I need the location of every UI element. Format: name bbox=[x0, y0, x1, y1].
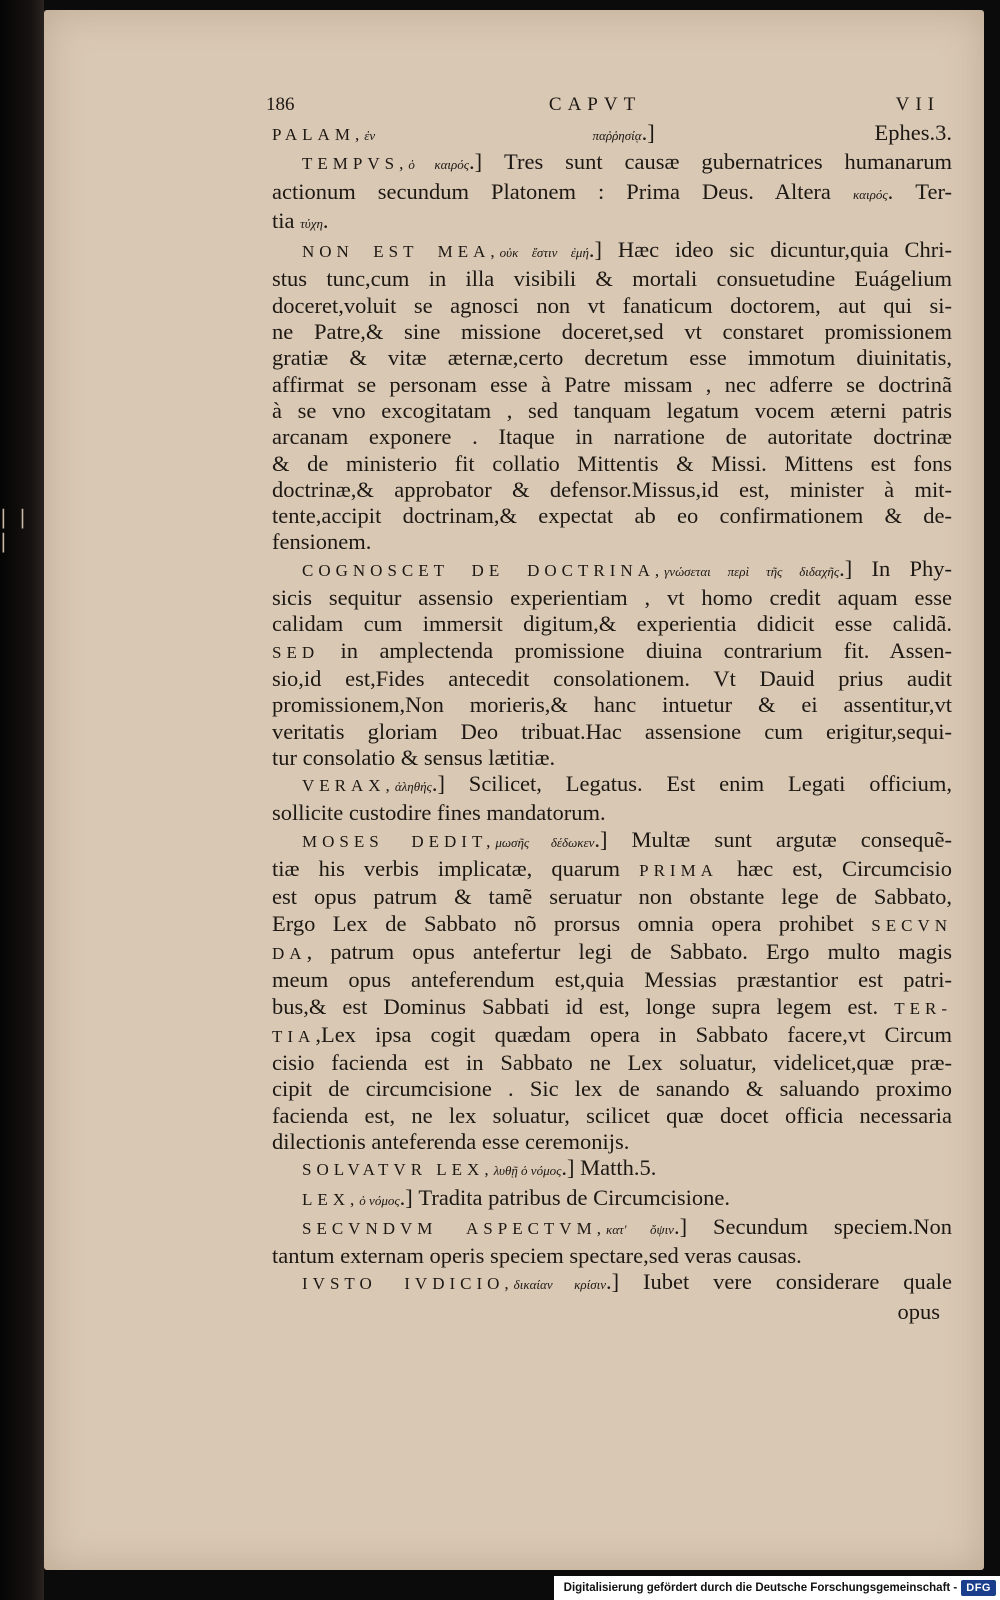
greek-gloss: λυθῇ ὁ νόμος bbox=[493, 1163, 562, 1179]
text-line bbox=[272, 692, 952, 718]
text-line bbox=[272, 529, 952, 555]
text-run: .] Tradita patribus de Circumcisione. bbox=[399, 1184, 730, 1210]
greek-gloss: δικαίαν κρίσιν bbox=[513, 1277, 606, 1293]
text-run: ne Patre,& sine missione doceret,sed vt constaret promissionem bbox=[272, 319, 952, 345]
greek-gloss: γνώσεται περὶ τῆς διδαχῆς bbox=[664, 563, 840, 579]
text-line bbox=[272, 179, 952, 208]
text-run: .] Multæ sunt argutæ consequẽ- bbox=[594, 826, 952, 852]
text-line bbox=[272, 1103, 952, 1129]
text-line bbox=[272, 994, 952, 1022]
text-run: .] Ephes.3. bbox=[641, 120, 952, 145]
text-line bbox=[272, 719, 952, 745]
text-run: tia bbox=[272, 207, 301, 233]
text-line bbox=[272, 1243, 952, 1269]
text-line bbox=[272, 345, 952, 371]
text-run: fensionem. bbox=[272, 529, 372, 555]
text-run: . bbox=[322, 207, 329, 233]
page-text bbox=[266, 92, 953, 1325]
running-title: CAPVT bbox=[548, 94, 642, 115]
greek-gloss: καιρός bbox=[852, 186, 888, 202]
greek-gloss: ὁ καιρός bbox=[408, 157, 470, 173]
text-run: tente,accipit doctrinam,& expectat ab eo confirmationem & de- bbox=[272, 503, 952, 529]
text-run: .] Iubet vere considerare quale bbox=[606, 1269, 953, 1295]
lemma: TER- bbox=[894, 998, 952, 1018]
lemma: VERAX, bbox=[302, 776, 395, 796]
lemma: SECVN bbox=[871, 915, 952, 935]
text-line bbox=[272, 1050, 952, 1076]
text-run: .] In Phy- bbox=[839, 555, 953, 581]
text-run: . Ter- bbox=[887, 178, 952, 204]
text-line bbox=[272, 1269, 952, 1298]
text-run: .] Scilicet, Legatus. Est enim Legati officium, bbox=[431, 771, 952, 797]
lemma: LEX, bbox=[302, 1189, 360, 1209]
text-line bbox=[272, 884, 952, 910]
text-line bbox=[272, 398, 952, 424]
greek-gloss: οὐκ ἔστιν ἐμή bbox=[499, 245, 589, 261]
text-run: ,Lex ipsa cogit quædam opera in Sabbato facere,vt Circum bbox=[315, 1021, 952, 1047]
lemma: IVSTO IVDICIO, bbox=[302, 1274, 514, 1294]
lemma: MOSES DEDIT, bbox=[302, 831, 496, 851]
text-line bbox=[272, 1022, 952, 1050]
lemma: PALAM, bbox=[272, 125, 365, 144]
text-run: in amplectenda promissione diuina contrarium fit. Assen- bbox=[319, 637, 952, 663]
text-line bbox=[272, 1185, 952, 1214]
text-run: Ergo Lex de Sabbato nõ prorsus omnia opera prohibet bbox=[272, 910, 872, 936]
text-run: stus tunc,cum in illa visibili & mortali consuetudine Euágelium bbox=[272, 266, 952, 292]
text-run: à se vno excogitatam , sed tanquam legatum vocem æterni patris bbox=[272, 397, 952, 423]
text-run: , patrum opus antefertur legi de Sabbato. Ergo multo magis bbox=[306, 938, 952, 964]
text-run: actionum secundum Platonem : Prima Deus. Altera bbox=[272, 178, 853, 204]
text-line bbox=[272, 666, 952, 692]
text-line bbox=[272, 237, 952, 266]
text-line bbox=[272, 1129, 952, 1155]
text-line bbox=[272, 800, 952, 826]
text-line bbox=[272, 638, 952, 666]
greek-gloss: ἀληθής bbox=[394, 779, 432, 795]
text-line bbox=[272, 372, 952, 398]
text-line bbox=[272, 477, 952, 503]
text-run: cipit de circumcisione . Sic lex de sanando & saluando proximo bbox=[272, 1076, 952, 1102]
text-run: hæc est, Circumcisio bbox=[717, 856, 952, 882]
text-line bbox=[272, 1155, 952, 1184]
lemma: SECVNDVM ASPECTVM, bbox=[302, 1218, 606, 1238]
text-line bbox=[272, 827, 952, 856]
text-line bbox=[272, 319, 952, 345]
text-run: gratiæ & vitæ æternæ,certo decretum esse immotum diuinitatis, bbox=[272, 345, 952, 371]
text-line bbox=[272, 293, 952, 319]
greek-gloss: τύχη bbox=[300, 215, 323, 231]
lemma: SOLVATVR LEX, bbox=[302, 1160, 494, 1180]
text-run: meum opus anteferendum est,quia Messias præstantior est patri- bbox=[272, 967, 952, 993]
text-line bbox=[272, 745, 952, 771]
text-run: sollicite custodire fines mandatorum. bbox=[272, 800, 606, 826]
text-run: dilectionis anteferenda esse ceremonijs. bbox=[272, 1128, 630, 1154]
text-line bbox=[272, 149, 952, 178]
book-spine bbox=[0, 0, 44, 1600]
text-run: calidam cum immersit digitum,& experientia didicit esse calidã. bbox=[272, 611, 952, 637]
text-run: veritatis gloriam Deo tribuat.Hac assensione cum erigitur,sequi- bbox=[272, 718, 952, 744]
text-run: bus,& est Dominus Sabbati id est, longe supra legem est. bbox=[272, 993, 895, 1019]
spine-marks: | | | bbox=[0, 505, 29, 553]
text-line bbox=[272, 585, 952, 611]
text-line bbox=[272, 967, 952, 993]
text-line bbox=[272, 1076, 952, 1102]
text-run: doctrinæ,& approbator & defensor.Missus,id est, minister à mit- bbox=[272, 476, 952, 502]
lemma: NON EST MEA, bbox=[302, 242, 500, 262]
running-header bbox=[266, 92, 940, 118]
text-run: .] Hæc ideo sic dicuntur,quia Chri- bbox=[588, 237, 952, 263]
page-number: 186 bbox=[266, 94, 295, 115]
greek-gloss: ὁ νόμος bbox=[359, 1192, 400, 1208]
text-run: .] Tres sunt causæ gubernatrices humanarum bbox=[469, 149, 952, 175]
greek-gloss: μωσῆς δέδωκεν bbox=[495, 834, 595, 850]
text-line bbox=[272, 911, 952, 939]
text-line bbox=[272, 611, 952, 637]
text-line bbox=[272, 266, 952, 292]
funding-note: Digitalisierung gefördert durch die Deutsche Forschungsgemeinschaft - bbox=[563, 1582, 958, 1594]
text-run: est opus patrum & tamẽ seruatur non obstante lege de Sabbato, bbox=[272, 884, 952, 910]
text-body bbox=[272, 120, 952, 1299]
text-line bbox=[272, 208, 952, 237]
lemma: COGNOSCET DE DOCTRINA, bbox=[302, 560, 665, 580]
text-run: tantum externam operis speciem spectare,sed veras causas. bbox=[272, 1243, 802, 1269]
lemma: TIA bbox=[272, 1026, 316, 1046]
text-line bbox=[272, 856, 952, 884]
text-run: & de ministerio fit collatio Mittentis & Missi. Mittens est fons bbox=[272, 450, 952, 476]
text-run: tiæ his verbis implicatæ, quarum bbox=[272, 856, 640, 882]
text-run: sicis sequitur assensio experientiam , vt homo credit aquam esse bbox=[272, 585, 952, 611]
text-run: facienda est, ne lex soluatur, scilicet quæ docet officia necessaria bbox=[272, 1102, 952, 1128]
text-run: affirmat se personam esse à Patre missam , nec adferre se doctrinã bbox=[272, 371, 952, 397]
text-line bbox=[272, 771, 952, 800]
text-run: promissionem,Non morieris,& hanc intuetur & ei assentitur,vt bbox=[272, 692, 952, 718]
greek-gloss: ἐν παῤῥησίᾳ bbox=[364, 128, 642, 143]
dfg-logo: DFG bbox=[961, 1580, 996, 1596]
text-line bbox=[272, 503, 952, 529]
text-run: .] Secundum speciem.Non bbox=[673, 1213, 952, 1239]
text-line bbox=[272, 556, 952, 585]
text-run: cisio facienda est in Sabbato ne Lex soluatur, videlicet,quæ præ- bbox=[272, 1050, 952, 1076]
lemma: PRIMA bbox=[639, 861, 718, 881]
text-line bbox=[272, 120, 952, 149]
digitization-footer bbox=[554, 1576, 1000, 1600]
text-line bbox=[272, 451, 952, 477]
text-run: .] Matth.5. bbox=[561, 1155, 657, 1181]
lemma: TEMPVS, bbox=[302, 154, 409, 174]
lemma: SED bbox=[272, 642, 320, 662]
text-run: sio,id est,Fides antecedit consolationem. Vt Dauid prius audit bbox=[272, 665, 952, 691]
text-run: tur consolatio & sensus lætitiæ. bbox=[272, 744, 556, 770]
text-line bbox=[272, 1214, 952, 1243]
text-line bbox=[272, 939, 952, 967]
text-run: arcanam exponere . Itaque in narratione de autoritate doctrinæ bbox=[272, 424, 952, 450]
greek-gloss: κατ' ὄψιν bbox=[605, 1221, 674, 1237]
text-run: doceret,voluit se agnosci non vt fanaticum doctorem, aut qui si- bbox=[272, 292, 952, 318]
catchword: opus bbox=[897, 1298, 940, 1324]
chapter-number: VII bbox=[895, 94, 940, 115]
text-line bbox=[272, 424, 952, 450]
lemma: DA bbox=[272, 943, 307, 963]
